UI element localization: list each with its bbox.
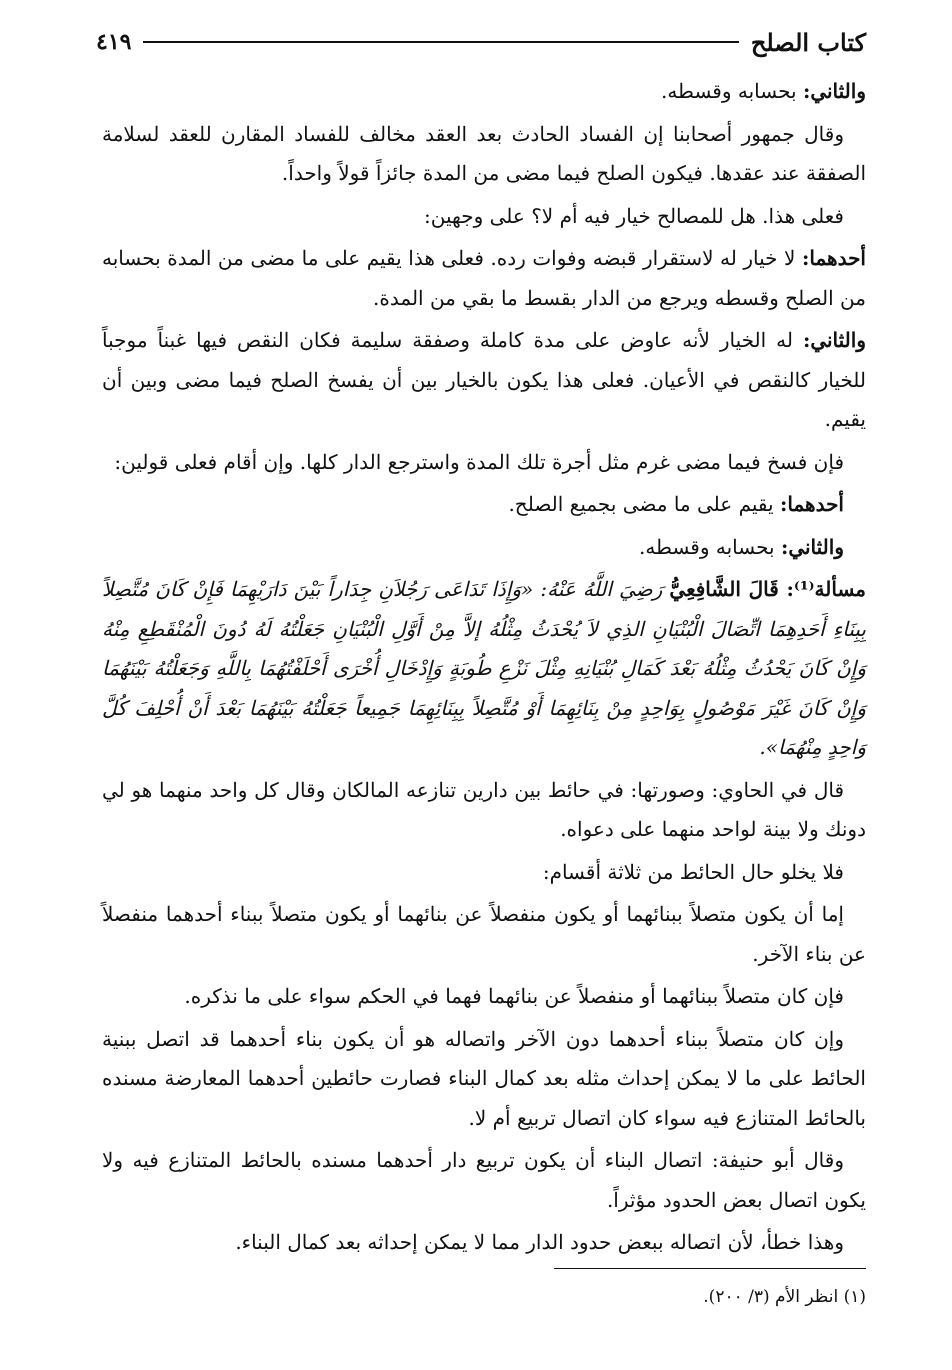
paragraph	[102, 771, 866, 850]
paragraph-text: وإن كان متصلاً ببناء أحدهما دون الآخر واتصاله هو أن يكون بناء أحدهما قد اتصل ببنية الحائط على ما لا يمكن إحداث مثله بعد كمال البناء فصارت حائطين أحدهما المعارضة مسنده بالحائط المتنازع فيه سواء كان اتصال تربيع أم لا.	[102, 1026, 866, 1130]
paragraph-lead: والثاني:	[780, 534, 844, 559]
footnote-rule	[554, 1268, 866, 1269]
paragraph	[102, 485, 866, 525]
paragraph	[102, 321, 866, 440]
paragraph	[102, 570, 866, 768]
paragraph	[102, 443, 866, 483]
paragraph	[102, 197, 866, 237]
paragraph	[102, 115, 866, 194]
paragraph-text: وقال جمهور أصحابنا إن الفساد الحادث بعد العقد مخالف للفساد المقارن للعقد لسلامة الصفقة عند عقدها. فيكون الصلح فيما مضى من المدة جائزاً قولاً واحداً.	[102, 121, 866, 185]
footnote: (١) انظر الأم (٣/ ٢٠٠).	[703, 1287, 866, 1307]
paragraph-text: بحسابه وقسطه.	[638, 534, 781, 559]
paragraph-text: بحسابه وقسطه.	[660, 79, 803, 103]
paragraph-text: فعلى هذا. هل للمصالح خيار فيه أم لا؟ على وجهين:	[424, 203, 844, 228]
paragraph-lead: والثاني:	[802, 79, 866, 103]
page-body	[102, 72, 866, 1266]
page-number: ٤١٩	[96, 29, 132, 55]
paragraph-text: قال في الحاوي: وصورتها: في حائط بين دارين تنازعه المالكان وقال كل واحد منهما هو لي دونك ولا بينة لواحد منهما على دعواه.	[102, 777, 866, 841]
paragraph-lead: والثاني:	[802, 328, 866, 352]
paragraph-text: وقال أبو حنيفة: اتصال البناء أن يكون تربيع دار أحدهما مسنده بالحائط المتنازع فيه ولا يكون اتصال بعض الحدود مؤثراً.	[102, 1148, 866, 1212]
paragraph	[102, 1020, 866, 1139]
paragraph	[102, 72, 866, 112]
paragraph	[102, 1223, 866, 1263]
paragraph	[102, 239, 866, 318]
running-header	[96, 22, 866, 62]
paragraph	[102, 895, 866, 974]
paragraph	[102, 853, 866, 893]
paragraph-text: فإن فسخ فيما مضى غرم مثل أجرة تلك المدة واسترجع الدار كلها. وإن أقام فعلى قولين:	[114, 449, 844, 474]
paragraph-text: فإن كان متصلاً ببنائهما أو منفصلاً عن بنائهما فهما في الحكم سواء على ما نذكره.	[184, 984, 844, 1008]
paragraph	[102, 528, 866, 568]
paragraph	[102, 1141, 866, 1220]
paragraph-lead: مسألة⁽¹⁾: قَالَ الشَّافِعِيُّ	[669, 577, 866, 601]
paragraph-text: وهذا خطأ، لأن اتصاله ببعض حدود الدار مما لا يمكن إحداثه بعد كمال البناء.	[235, 1230, 844, 1254]
paragraph-lead: أحدهما:	[801, 246, 866, 270]
paragraph-text: إما أن يكون متصلاً ببنائهما أو يكون منفصلاً عن بنائهما أو يكون متصلاً ببناء أحدهما منفصلاً عن بناء الآخر.	[102, 902, 866, 966]
paragraph-text: لا خيار له لاستقرار قبضه وفوات رده. فعلى هذا يقيم على ما مضى من المدة بحسابه من الصلح وقسطه ويرجع من الدار بقسط ما بقي من المدة.	[102, 246, 866, 310]
header-rule	[143, 41, 738, 43]
paragraph-text: رَضِيَ اللَّهُ عَنْهُ: «وَإِذَا تَدَاعَى رَجُلاَنِ جِدَاراً بَيْنَ دَارَيْهِمَا فَإِنْ كَانَ مُتَّصِلاً بِبِنَاءِ أَحَدِهِمَا اتِّصَالَ الْبُنْيَانِ الذِي لاَ يُحْدَثُ مِثْلُهُ إلاَّ مِنْ أَوَّلِ الْبُنْيَانِ جَعَلْتُهُ لَهُ دُونَ الْمُنْقَطِعِ مِنْهُ وَإِنْ كَانَ يَحْدُثُ مِثْلُهُ بَعْدَ كَمَالِ بُنْيَانِهِ مِثْلَ نَزْعِ طُوبَةٍ وَإِدْخَالِ أُخْرَى أَحْلَفْتُهُمَا بِاللَّهِ وَجَعَلْتُهُ بَيْنَهُمَا وَإِنْ كَانَ غَيْرَ مَوْصُولٍ بِوَاحِدٍ مِنْ بِنَائِهِمَا أَوْ مُتَّصِلاً بِبِنَائِهِمَا جَمِيعاً جَعَلْتُهُ بَيْنَهُمَا بَعْدَ أَنْ أُحْلِفَ كُلَّ وَاحِدٍ مِنْهُمَا».	[102, 577, 866, 759]
paragraph-text: له الخيار لأنه عاوض على مدة كاملة وصفقة سليمة فكان النقص فيها غبناً موجباً للخيار كالنقص في الأعيان. فعلى هذا يكون بالخيار بين أن يفسخ الصلح فيما مضى وبين أن يقيم.	[102, 328, 867, 431]
chapter-title: كتاب الصلح	[750, 27, 866, 57]
paragraph	[102, 977, 866, 1017]
paragraph-text: يقيم على ما مضى بجميع الصلح.	[508, 492, 780, 516]
paragraph-text: فلا يخلو حال الحائط من ثلاثة أقسام:	[542, 859, 844, 884]
paragraph-lead: أحدهما:	[779, 492, 844, 516]
